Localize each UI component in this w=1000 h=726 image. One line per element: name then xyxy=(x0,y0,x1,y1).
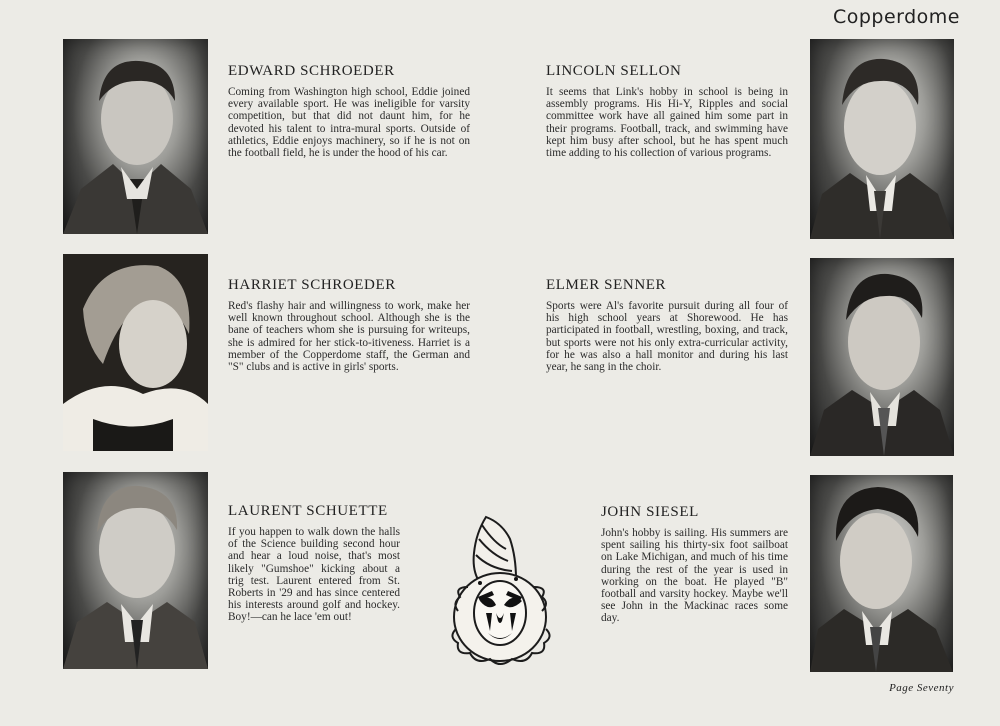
entry-edward-schroeder xyxy=(228,63,470,159)
student-bio: It seems that Link's hobby in school is being in assembly programs. His Hi-Y, Ripples and social committee work have all gained him some part in their programs. Football, track, and swimming have kept him busy after school, but he has spent much time adding to his collection of various programs. xyxy=(546,86,788,160)
running-head-title: Copperdome xyxy=(832,6,960,28)
entry-john-siesel xyxy=(601,504,788,625)
portrait-photo-lincoln xyxy=(810,39,954,239)
student-bio: John's hobby is sailing. His summers are spent sailing his thirty-six foot sailboat on Lake Michigan, and much of his time during the rest of the year is used in working on the boat. He played "B" football and varsity hockey. Maybe we'll see John in the Mackinac races some day. xyxy=(601,527,788,625)
page-number: Page Seventy xyxy=(889,682,954,694)
portrait-photo-elmer xyxy=(810,258,954,456)
student-name: LINCOLN SELLON xyxy=(546,63,682,79)
portrait-photo-john xyxy=(810,475,953,672)
student-bio: Coming from Washington high school, Eddie joined every available sport. He was ineligible for varsity competition, but that did not daunt him, for he devoted his talent to intra-mural sports. Outside of athletics, Eddie enjoys machinery, so if he is not on the football field, he is under the hood of his car. xyxy=(228,86,470,160)
entry-lincoln-sellon xyxy=(546,63,788,159)
entry-harriet-schroeder xyxy=(228,277,470,373)
student-bio: Red's flashy hair and willingness to work, make her well known throughout school. Although she is the bane of teachers whom she is pursuing for writeups, she is admired for her stick-to-itiveness. Harriet is a member of the Copperdome staff, the German and "S" clubs and is active in girls' sports. xyxy=(228,300,470,374)
student-name: EDWARD SCHROEDER xyxy=(228,63,395,79)
portrait-photo-harriet xyxy=(63,254,208,451)
student-bio: Sports were Al's favorite pursuit during all four of his high school years at Shorewood. He has participated in football, wrestling, boxing, and track, but sports were not his only extra-curricular activity, for he was also a hall monitor and during his last year, he sang in the choir. xyxy=(546,300,788,374)
portrait-photo-edward xyxy=(63,39,208,234)
entry-elmer-senner xyxy=(546,277,788,373)
student-name: ELMER SENNER xyxy=(546,277,667,293)
entry-laurent-schuette xyxy=(228,503,400,624)
portrait-photo-laurent xyxy=(63,472,208,669)
student-name: JOHN SIESEL xyxy=(601,504,699,520)
student-bio: If you happen to walk down the halls of the Science building second hour and hear a loud noise, that's most likely "Gumshoe" kicking about a trig test. Laurent entered from St. Roberts in '29 and has since centered his interests around golf and hockey. Boy!—can he lace 'em out! xyxy=(228,526,400,624)
student-name: HARRIET SCHROEDER xyxy=(228,277,396,293)
student-name: LAURENT SCHUETTE xyxy=(228,503,388,519)
clown-mascot-illustration xyxy=(446,513,556,669)
